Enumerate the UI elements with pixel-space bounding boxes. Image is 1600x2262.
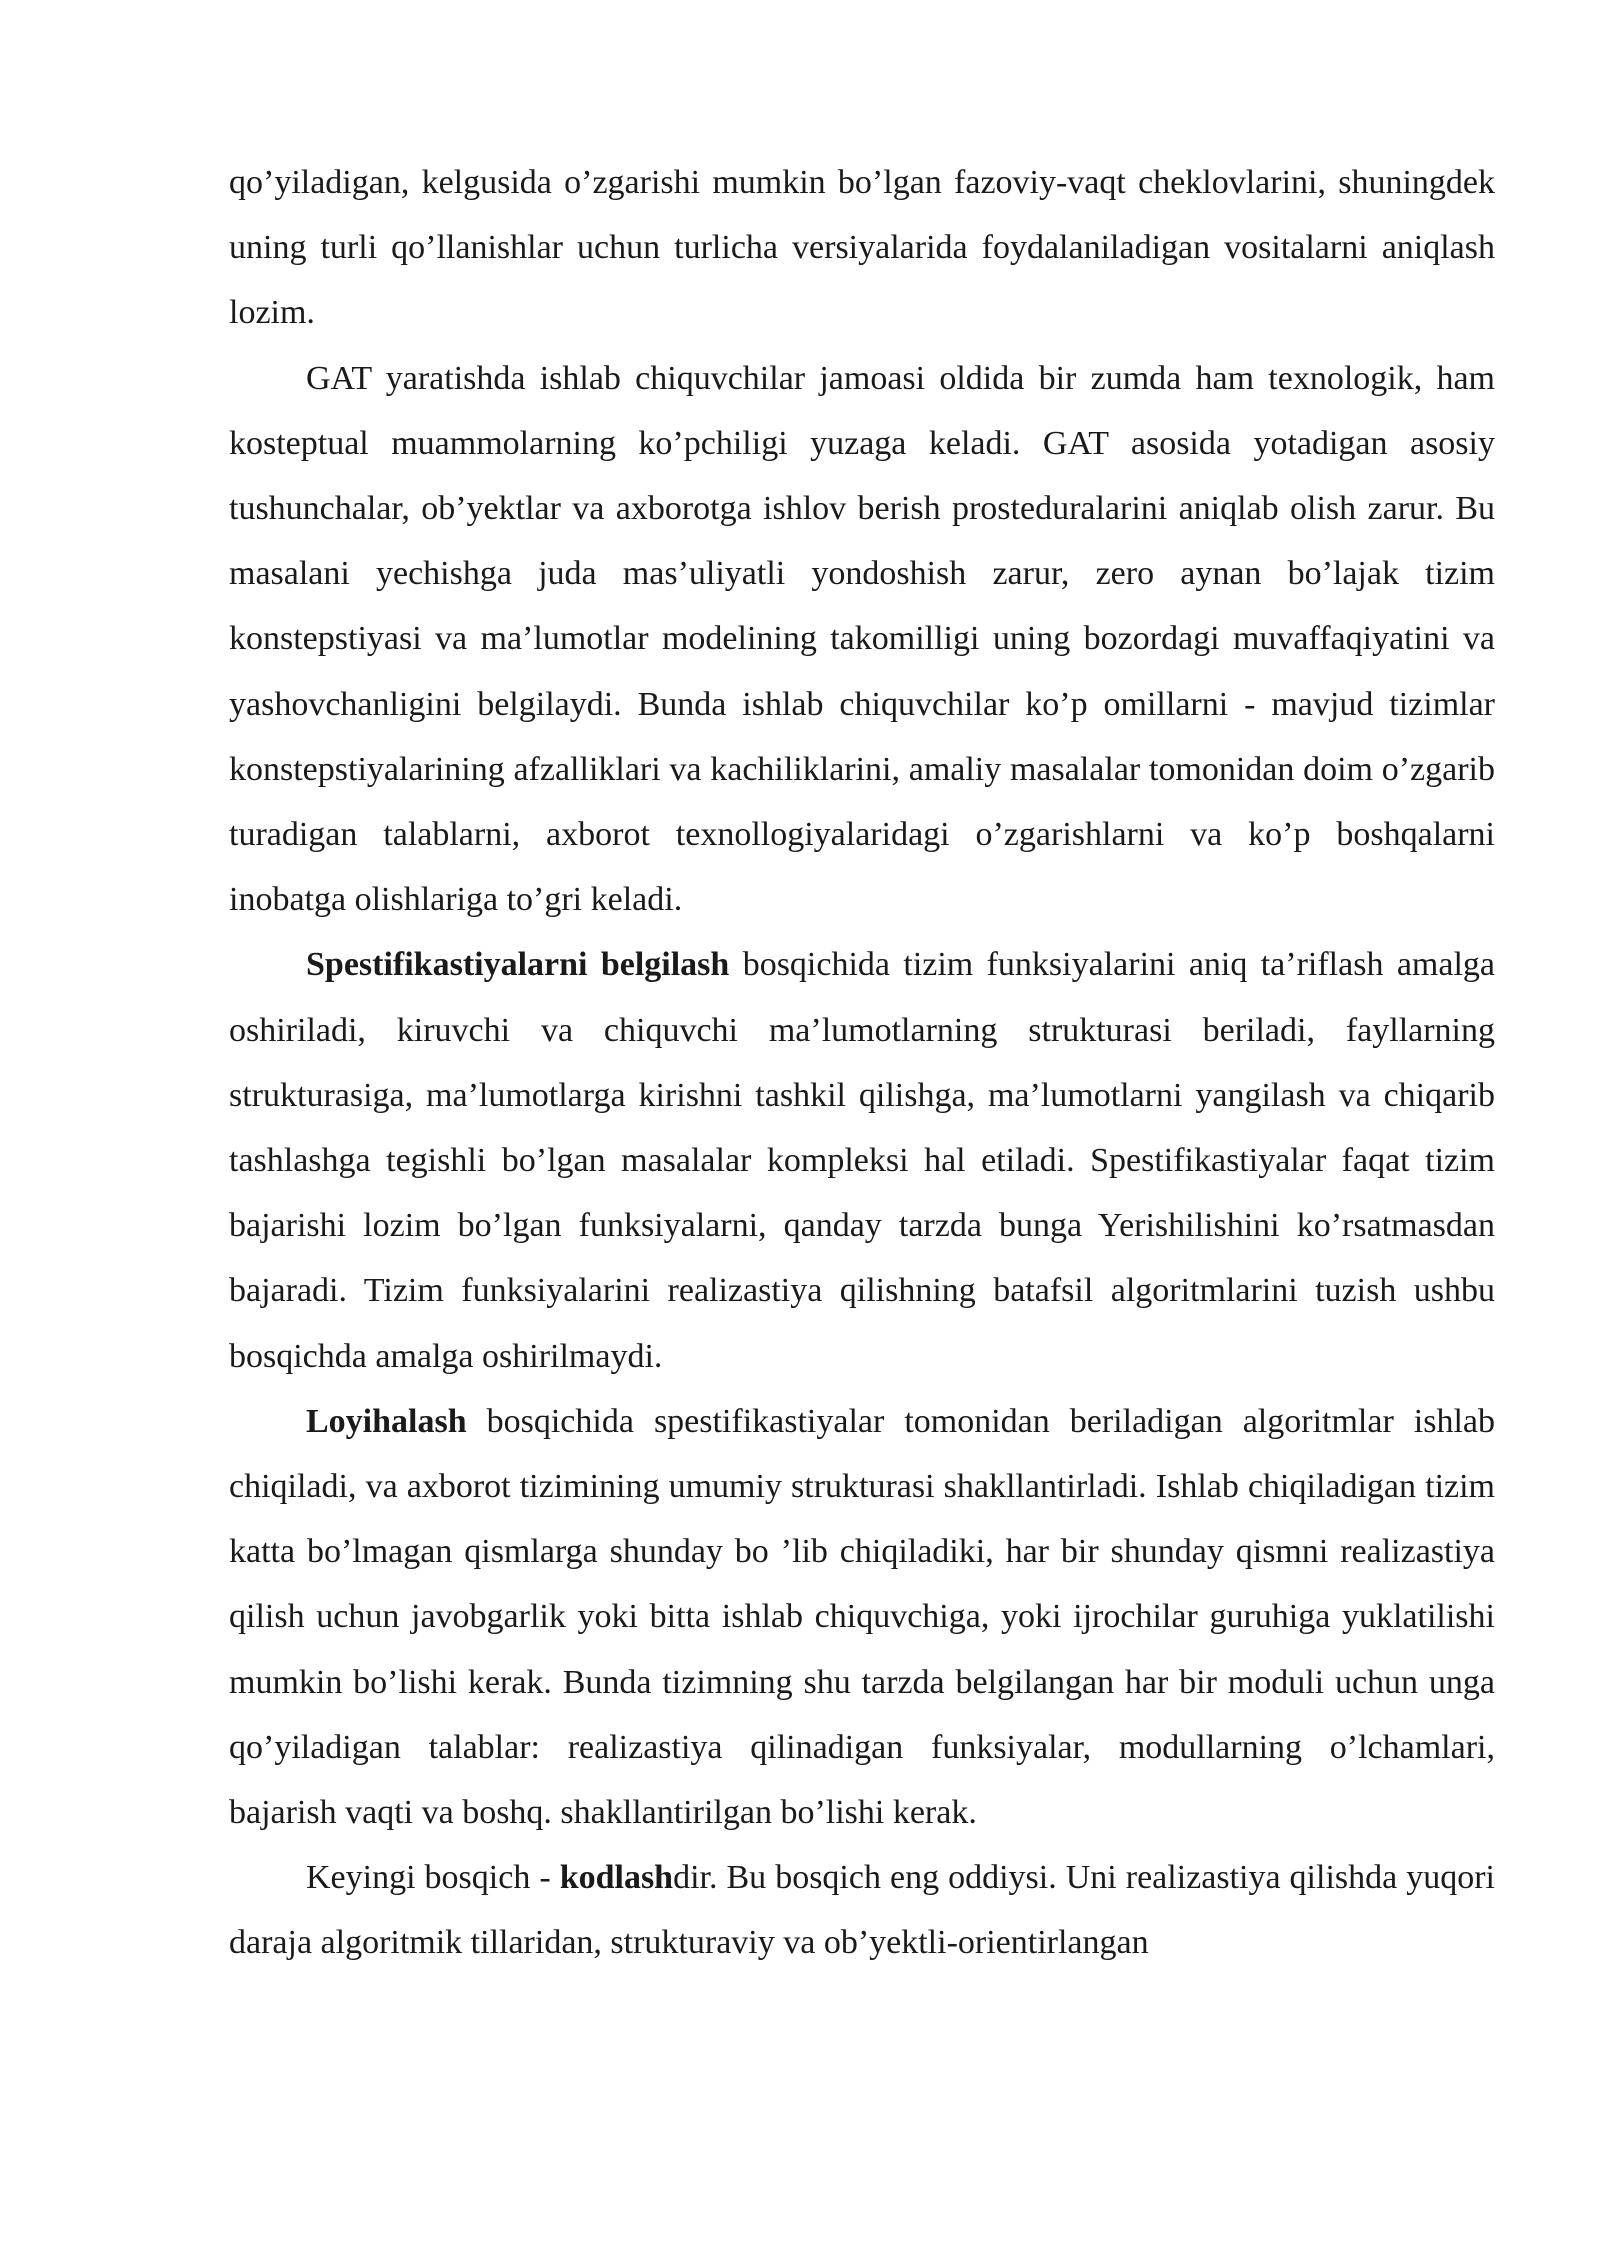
body-text (229, 150, 1495, 1976)
paragraph-text: dir. Bu bosqich eng oddiysi. Uni realizastiya qilishda yuqori daraja algoritmik tillaridan, strukturaviy va ob’yektli-orientirlangan (229, 1859, 1495, 1962)
bold-term-coding: kodlash (559, 1859, 674, 1897)
paragraph-text: bosqichida spestifikastiyalar tomonidan beriladigan algoritmlar ishlab chiqiladi, va axborot tizimining umumiy strukturasi shakllantirladi. Ishlab chiqiladigan tizim katta bo’lmagan qismlarga shunday bo ’lib chiqiladiki, har bir shunday qismni realizastiya qilish uchun javobgarlik yoki bitta ishlab chiquvchiga, yoki ijrochilar guruhiga yuklatilishi mumkin bo’lishi kerak. Bunda tizimning shu tarzda belgilangan har bir moduli uchun unga qo’yiladigan talablar: realizastiya qilinadigan funksiyalar, modullarning o’lchamlari, bajarish vaqti va boshq. shakllantirilgan bo’lishi kerak. (229, 1402, 1495, 1832)
paragraph-design (229, 1389, 1495, 1845)
paragraph-text: bosqichida tizim funksiyalarini aniq ta’riflash amalga oshiriladi, kiruvchi va chiquvchi ma’lumotlarning strukturasi beriladi, fayllarning strukturasiga, ma’lumotlarga kirishni tashkil qilishga, ma’lumotlarni yangilash va chiqarib tashlashga tegishli bo’lgan masalalar kompleksi hal etiladi. Spestifikastiyalar faqat tizim bajarishi lozim bo’lgan funksiyalarni, qanday tarzda bunga Yerishilishini ko’rsatmasdan bajaradi. Tizim funksiyalarini realizastiya qilishning batafsil algoritmlarini tuzish ushbu bosqichda amalga oshirilmaydi. (229, 946, 1495, 1375)
paragraph-text: qo’yiladigan, kelgusida o’zgarishi mumkin bo’lgan fazoviy-vaqt cheklovlarini, shuningdek uning turli qo’llanishlar uchun turlicha versiyalarida foydalaniladigan vositalarni aniqlash lozim. (229, 164, 1495, 332)
paragraph-text: Keyingi bosqich - (306, 1859, 560, 1897)
paragraph-continued-intro (229, 150, 1495, 346)
bold-term-design: Loyihalash (306, 1402, 467, 1440)
paragraph-coding (229, 1845, 1495, 1975)
paragraph-gat-creation (229, 346, 1495, 933)
paragraph-specification (229, 932, 1495, 1388)
paragraph-text: GAT yaratishda ishlab chiquvchilar jamoasi oldida bir zumda ham texnologik, ham kosteptual muammolarning ko’pchiligi yuzaga keladi. GAT asosida yotadigan asosiy tushunchalar, ob’yektlar va axborotga ishlov berish prosteduralarini aniqlab olish zarur. Bu masalani yechishga juda mas’uliyatli yondoshish zarur, zero aynan bo’lajak tizim konstepstiyasi va ma’lumotlar modelining takomilligi uning bozordagi muvaffaqiyatini va yashovchanligini belgilaydi. Bunda ishlab chiquvchilar ko’p omillarni - mavjud tizimlar konstepstiyalarining afzalliklari va kachiliklarini, amaliy masalalar tomonidan doim o’zgarib turadigan talablarni, axborot texnollogiyalaridagi o’zgarishlarni va ko’p boshqalarni inobatga olishlariga to’gri keladi. (229, 359, 1495, 919)
bold-term-specification: Spestifikastiyalarni belgilash (306, 946, 730, 984)
